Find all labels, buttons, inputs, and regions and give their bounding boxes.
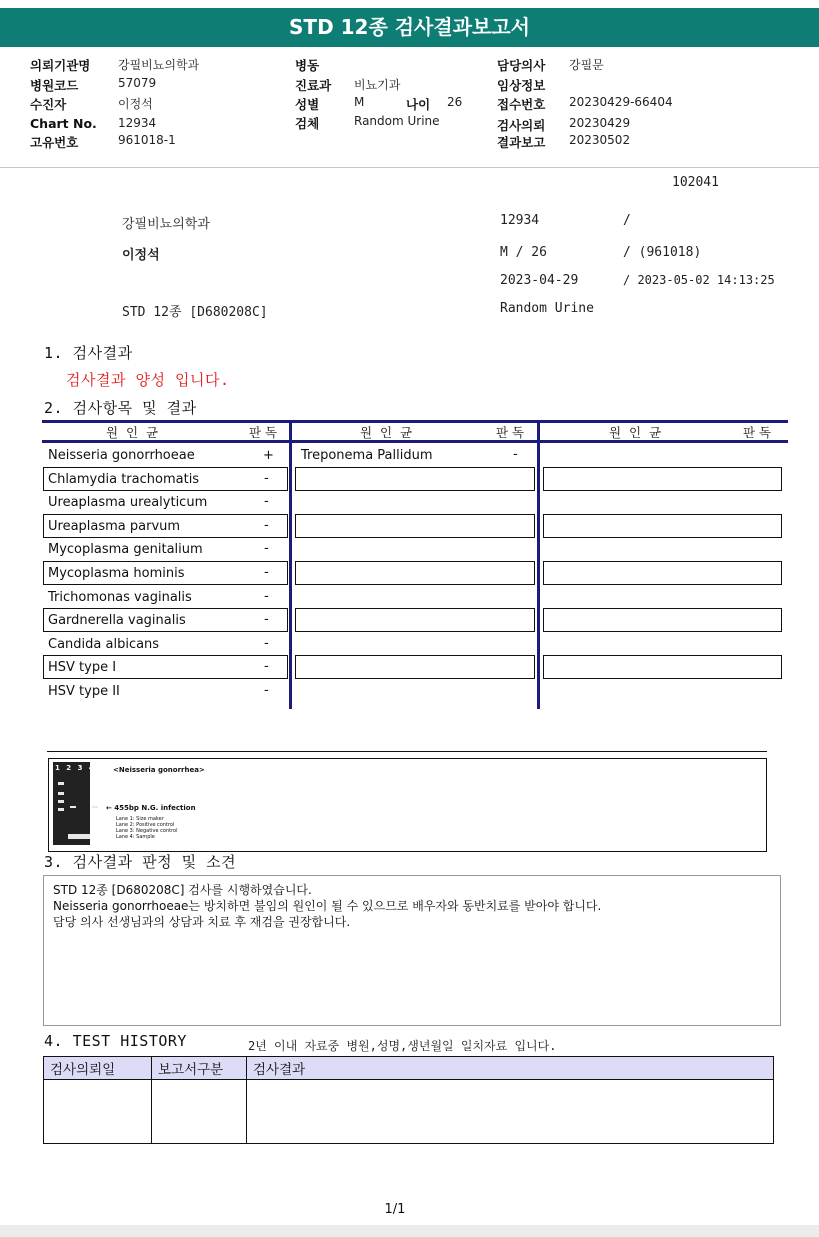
pathogen-result: - [264,636,269,651]
pathogen-name: Mycoplasma genitalium [48,542,203,557]
pathogen-name: Treponema Pallidum [301,448,433,463]
header-label-chart-no: Chart No. [30,116,97,131]
col3-pathogen-header: 원 인 균 [609,425,662,440]
history-cell [44,1080,152,1144]
history-cell [247,1080,774,1144]
row-box [295,608,535,632]
pathogen-result: - [264,589,269,604]
report-title: STD 12종 검사결과보고서 [0,8,819,47]
history-table [43,1056,774,1144]
pathogen-result: - [264,494,269,509]
section4-note: 2년 이내 자료중 병원,성명,생년월일 일치자료 입니다. [248,1039,557,1053]
col1-pathogen-header: 원 인 균 [106,425,159,440]
pathogen-name: Gardnerella vaginalis [48,613,186,628]
pathogen-result: - [264,541,269,556]
header-label-clinic: 의뢰기관명 [30,58,91,73]
header-label-age: 나이 [406,97,431,112]
row-box [543,514,782,538]
gel-band [70,806,76,808]
section1-title: 1. 검사결과 [44,344,133,362]
row-box [543,561,782,585]
summary-test-name: STD 12종 [D680208C] [122,305,268,320]
summary-patient-name: 이정석 [122,248,160,263]
history-col-result: 검사결과 [247,1057,774,1080]
pathogen-result: - [264,565,269,580]
history-col-report-type: 보고서구분 [152,1057,247,1080]
header-label-doctor: 담당의사 [497,58,546,73]
header-label-patient: 수진자 [30,97,67,112]
pathogen-result: - [264,471,269,486]
col1-judge-header: 판 독 [249,425,278,440]
page-number: 1/1 [384,1202,406,1217]
summary-clinic: 강필비뇨의학과 [122,217,210,232]
summary-code: 102041 [672,175,719,190]
header-value-chart-no: 12934 [118,116,157,130]
header-label-unique-id: 고유번호 [30,135,79,150]
gel-lane-numbers: 1 2 3 4 [55,764,96,772]
row-box [295,514,535,538]
header-value-patient: 이정석 [118,97,153,111]
opinion-text: STD 12종 [D680208C] 검사를 시행하였습니다. Neisseria gonorrhoeae는 방치하면 불임의 원인이 될 수 있으므로 배우자와 동반치료를 받아야 합니다. 담당 의사 선생님과의 상담과 치료 후 재검을 권장합니다. [53,883,602,929]
header-label-department: 진료과 [295,78,332,93]
gel-band [58,800,64,803]
row-box [295,467,535,491]
header-label-hospital-code: 병원코드 [30,78,79,93]
pathogen-name: HSV type II [48,684,120,699]
table-divider-2 [537,420,540,709]
gel-image [53,762,96,845]
section4-title: 4. TEST HISTORY [44,1032,187,1050]
header-label-ward: 병동 [295,58,320,73]
header-value-sex: M [354,95,365,109]
pathogen-result: - [264,612,269,627]
header-value-report-date: 20230502 [569,133,631,147]
pathogen-name: Ureaplasma urealyticum [48,495,208,510]
pathogen-name: Chlamydia trachomatis [48,472,200,487]
pathogen-name: Neisseria gonorrhoeae [48,448,195,463]
opinion-box [43,875,781,1026]
pathogen-result: - [264,659,269,674]
pathogen-result: - [264,683,269,698]
gel-band [92,806,98,808]
gel-band [58,808,64,811]
table-divider-1 [289,420,292,709]
pathogen-name: Ureaplasma parvum [48,519,181,534]
header-value-department: 비뇨기과 [354,78,401,92]
summary-specimen: Random Urine [500,301,594,316]
pathogen-result: - [513,447,518,462]
section2-title: 2. 검사항목 및 결과 [44,399,197,417]
header-label-request-date: 검사의뢰 [497,118,546,133]
pathogen-name: Candida albicans [48,637,160,652]
header-value-doctor: 강필문 [569,58,604,72]
pathogen-result: - [264,518,269,533]
summary-id-short: / (961018) [623,245,702,260]
history-cell [152,1080,247,1144]
pathogen-name: HSV type I [48,660,117,675]
col3-judge-header: 판 독 [743,425,772,440]
pathogen-name: Mycoplasma hominis [48,566,185,581]
row-box [543,608,782,632]
summary-date-received: 2023-04-29 [500,273,579,288]
col2-pathogen-header: 원 인 균 [360,425,413,440]
header-label-sex: 성별 [295,97,320,112]
row-box [543,467,782,491]
patient-header [0,47,819,168]
section1-result: 검사결과 양성 입니다. [66,371,230,389]
gel-band [68,834,90,839]
header-value-clinic: 강필비뇨의학과 [118,58,200,72]
summary-sex-age: M / 26 [500,245,547,260]
gel-band [58,782,64,785]
row-box [295,561,535,585]
summary-chart: 12934 [500,213,540,228]
gel-arrow-label: ← 455bp N.G. infection [106,804,196,812]
history-col-request-date: 검사의뢰일 [44,1057,152,1080]
header-label-report-date: 결과보고 [497,135,546,150]
gel-band [58,792,64,795]
gel-divider [47,751,767,752]
row-box [295,655,535,679]
header-value-age: 26 [447,95,463,109]
header-value-hospital-code: 57079 [118,76,157,90]
row-box [543,655,782,679]
summary-separator: / [623,213,631,228]
section3-title: 3. 검사결과 판정 및 소견 [44,853,237,871]
header-label-specimen: 검체 [295,116,320,131]
table-row [44,1080,774,1144]
header-value-receipt-no: 20230429-66404 [569,95,673,109]
gel-legend: Lane 1: Size maker Lane 2: Positive control Lane 3: Negative control Lane 4: Sample [116,816,178,840]
col2-judge-header: 판 독 [496,425,525,440]
pathogen-name: Trichomonas vaginalis [48,590,192,605]
gel-title: <Neisseria gonorrhea> [113,766,205,774]
header-label-receipt-no: 접수번호 [497,97,546,112]
summary-date-reported: / 2023-05-02 14:13:25 [623,273,775,287]
header-label-clinical-info: 임상정보 [497,78,546,93]
header-value-request-date: 20230429 [569,116,631,130]
header-value-specimen: Random Urine [354,114,440,128]
header-value-unique-id: 961018-1 [118,133,176,147]
pathogen-result-positive: + [263,448,274,463]
